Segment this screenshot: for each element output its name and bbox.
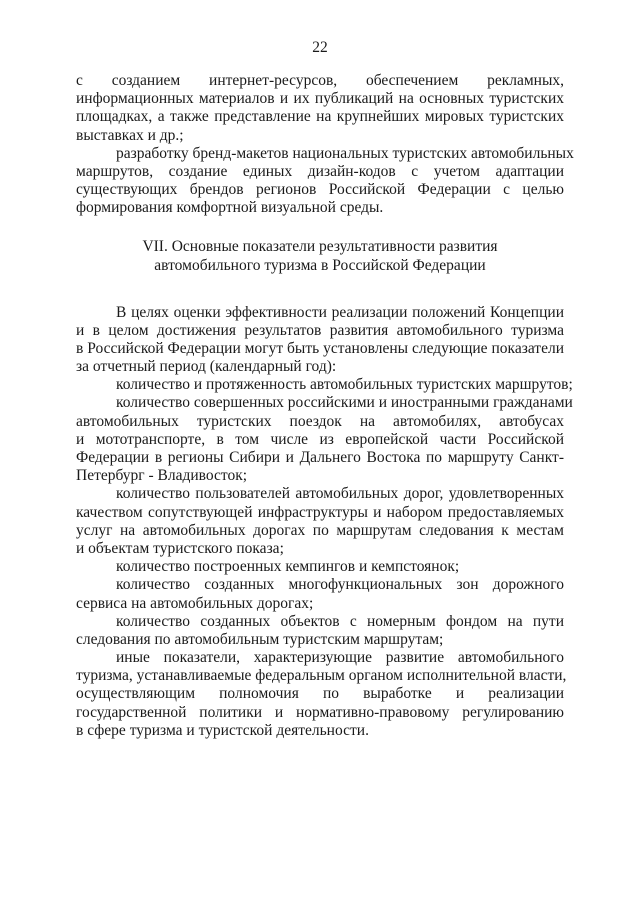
paragraph-intro	[76, 304, 564, 377]
section-heading-line: автомобильного туризма в Российской Федерации	[154, 256, 486, 274]
text-line: иные показатели, характеризующие развитие автомобильного	[116, 649, 564, 667]
text-line: за отчетный период (календарный год):	[76, 358, 337, 376]
page-body	[76, 72, 574, 740]
text-line: сервиса на автомобильных дорогах;	[76, 594, 314, 612]
text-line: следования по автомобильным туристским маршрутам;	[76, 630, 444, 648]
text-line: с созданием интернет-ресурсов, обеспечением рекламных,	[76, 72, 564, 89]
indicator-item	[76, 613, 564, 649]
text-line: автомобильных туристских поездок на автомобилях, автобусах	[76, 412, 564, 430]
text-line: количество совершенных российскими и иностранными гражданами	[116, 394, 573, 412]
indicator-item	[76, 485, 564, 558]
text-line: формирования комфортной визуальной среды.	[76, 199, 384, 217]
text-line: количество построенных кемпингов и кемпстоянок;	[116, 558, 460, 576]
indicator-item	[76, 376, 573, 394]
page-number: 22	[312, 39, 328, 56]
section-heading	[76, 237, 564, 275]
text-line: количество созданных многофункциональных зон дорожного	[116, 576, 564, 594]
text-line: количество созданных объектов с номерным фондом на пути	[116, 612, 564, 630]
text-line: государственной политики и нормативно-правовому регулированию	[76, 703, 564, 721]
indicator-item	[76, 394, 573, 485]
text-line: площадках, а также представление на крупнейших мировых туристских	[76, 108, 564, 126]
paragraph-internet-resources	[76, 72, 564, 145]
text-line: качеством сопутствующей инфраструктуры и набором предоставляемых	[76, 503, 564, 521]
text-line: и мототранспорте, в том числе из европейской части Российской	[76, 430, 564, 448]
text-line: Федерации в регионы Сибири и Дальнего Востока по маршруту Санкт-	[76, 449, 564, 466]
text-line: и объектам туристского показа;	[76, 539, 284, 557]
text-line: в сфере туризма и туристской деятельности.	[76, 721, 369, 739]
paragraph-brand-layouts	[76, 144, 574, 218]
text-line: количество пользователей автомобильных дорог, удовлетворенных	[116, 485, 564, 503]
text-line: В целях оценки эффективности реализации положений Концепции	[116, 303, 564, 321]
text-line: количество и протяженность автомобильных туристских маршрутов;	[116, 376, 573, 394]
text-line: маршрутов, создание единых дизайн-кодов с учетом адаптации	[76, 162, 564, 180]
text-line: услуг на автомобильных дорогах по маршрутам следования к местам	[76, 521, 564, 539]
indicator-item	[76, 649, 567, 740]
text-line: и в целом достижения результатов развития автомобильного туризма	[76, 321, 564, 339]
indicator-item	[76, 558, 564, 576]
text-line: туризма, устанавливаемые федеральным органом исполнительной власти,	[76, 667, 567, 685]
text-line: в Российской Федерации могут быть установлены следующие показатели	[76, 339, 564, 357]
text-line: осуществляющим полномочия по выработке и реализации	[76, 685, 564, 703]
text-line: Петербург - Владивосток;	[76, 467, 248, 485]
text-line: информационных материалов и их публикаций на основных туристских	[76, 90, 564, 108]
text-line: существующих брендов регионов Российской Федерации с целью	[76, 181, 564, 199]
text-line: выставках и др.;	[76, 126, 184, 144]
section-heading-line: VII. Основные показатели результативности развития	[142, 237, 498, 255]
indicator-item	[76, 576, 564, 612]
text-line: разработку бренд-макетов национальных туристских автомобильных	[116, 144, 574, 162]
